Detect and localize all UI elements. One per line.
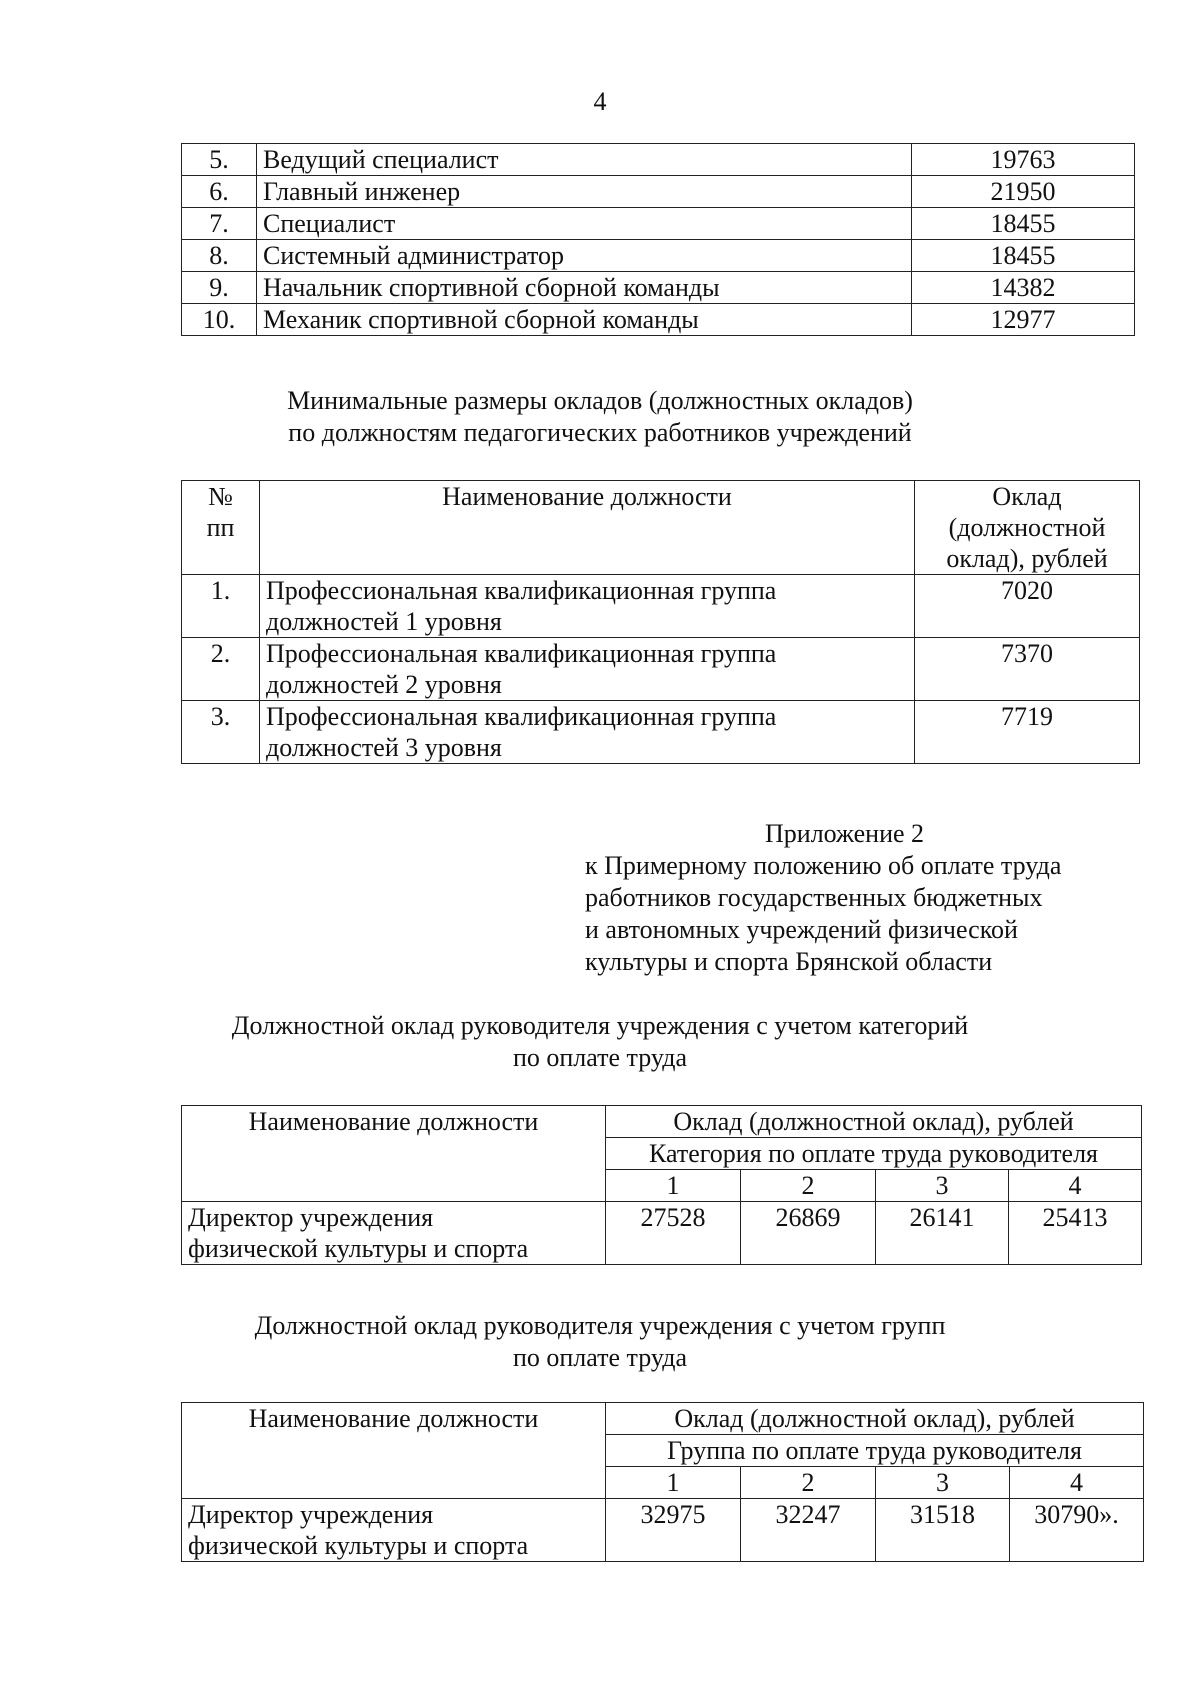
table-row [182,701,1140,764]
salary-value: 14382 [912,272,1135,304]
table-row [182,1202,1142,1265]
table-row [182,208,1135,240]
salary-value: 7020 [915,575,1140,638]
salary-value: 25413 [1009,1202,1142,1265]
position-name: Специалист [257,208,912,240]
director-salary-categories-heading [0,1010,1200,1074]
position-name: Директор учреждения физической культуры и спорта [182,1202,606,1265]
positions-table-continued [181,143,1135,336]
table-row [182,176,1135,208]
position-name: Профессиональная квалификационная группа должностей 2 уровня [260,638,915,701]
salary-value: 21950 [912,176,1135,208]
group-number: 4 [1010,1467,1144,1499]
table-header-row [182,1403,1144,1435]
heading-line: по оплате труда [512,1043,688,1072]
heading-line: Должностной оклад руководителя учреждения с учетом групп [254,1311,946,1340]
position-name: Механик спортивной сборной команды [257,304,912,336]
position-name: Системный администратор [257,240,912,272]
director-salary-categories-table [181,1105,1142,1265]
table-row [182,638,1140,701]
salary-value: 30790». [1010,1499,1144,1562]
salary-value: 12977 [912,304,1135,336]
category-number: 3 [876,1170,1009,1202]
appendix-block [585,818,1145,978]
director-salary-groups-heading [0,1310,1200,1374]
category-number: 2 [741,1170,876,1202]
table-row [182,575,1140,638]
salary-value: 19763 [912,144,1135,176]
salary-value: 32975 [606,1499,741,1562]
table-row [182,1499,1144,1562]
row-number: 5. [182,144,257,176]
table-row [182,240,1135,272]
pedagogical-salaries-table [181,480,1140,764]
appendix-line: к Примерному положению об оплате труда [585,851,1062,880]
number-header: № пп [182,481,260,575]
table-header-row [182,481,1140,575]
appendix-line: и автономных учреждений физической [585,915,1018,944]
heading-line: Минимальные размеры окладов (должностных окладов) [287,386,913,415]
category-number: 1 [606,1170,741,1202]
row-number: 3. [182,701,260,764]
category-number: 4 [1009,1170,1142,1202]
salary-value: 26141 [876,1202,1009,1265]
group-number: 3 [876,1467,1010,1499]
position-name-header: Наименование должности [182,1106,606,1202]
row-number: 1. [182,575,260,638]
director-salary-groups-table [181,1402,1144,1562]
heading-line: Должностной оклад руководителя учреждения с учетом категорий [231,1011,969,1040]
row-number: 8. [182,240,257,272]
salary-value: 7370 [915,638,1140,701]
salary-value: 27528 [606,1202,741,1265]
salary-header: Оклад (должностной оклад), рублей [606,1403,1144,1435]
heading-line: по оплате труда [512,1343,688,1372]
salary-value: 7719 [915,701,1140,764]
salary-header: Оклад (должностной оклад), рублей [915,481,1140,575]
row-number: 9. [182,272,257,304]
position-name: Главный инженер [257,176,912,208]
table-row [182,272,1135,304]
category-header: Категория по оплате труда руководителя [606,1138,1142,1170]
position-name: Ведущий специалист [257,144,912,176]
heading-line: по должностям педагогических работников учреждений [288,418,912,447]
group-header: Группа по оплате труда руководителя [606,1435,1144,1467]
position-name-header: Наименование должности [182,1403,606,1499]
table-row [182,304,1135,336]
position-name: Профессиональная квалификационная группа должностей 1 уровня [260,575,915,638]
row-number: 2. [182,638,260,701]
appendix-title: Приложение 2 [765,819,925,848]
position-name: Профессиональная квалификационная группа должностей 3 уровня [260,701,915,764]
position-name: Начальник спортивной сборной команды [257,272,912,304]
pedagogical-salaries-heading [0,385,1200,449]
page-number: 4 [593,87,607,116]
row-number: 6. [182,176,257,208]
row-number: 10. [182,304,257,336]
salary-value: 26869 [741,1202,876,1265]
group-number: 1 [606,1467,741,1499]
salary-header: Оклад (должностной оклад), рублей [606,1106,1142,1138]
salary-value: 18455 [912,208,1135,240]
group-number: 2 [741,1467,876,1499]
appendix-line: культуры и спорта Брянской области [585,947,993,976]
position-name-header: Наименование должности [260,481,915,575]
table-row [182,144,1135,176]
row-number: 7. [182,208,257,240]
table-header-row [182,1106,1142,1138]
position-name: Директор учреждения физической культуры и спорта [182,1499,606,1562]
salary-value: 31518 [876,1499,1010,1562]
salary-value: 32247 [741,1499,876,1562]
salary-value: 18455 [912,240,1135,272]
appendix-line: работников государственных бюджетных [585,883,1043,912]
